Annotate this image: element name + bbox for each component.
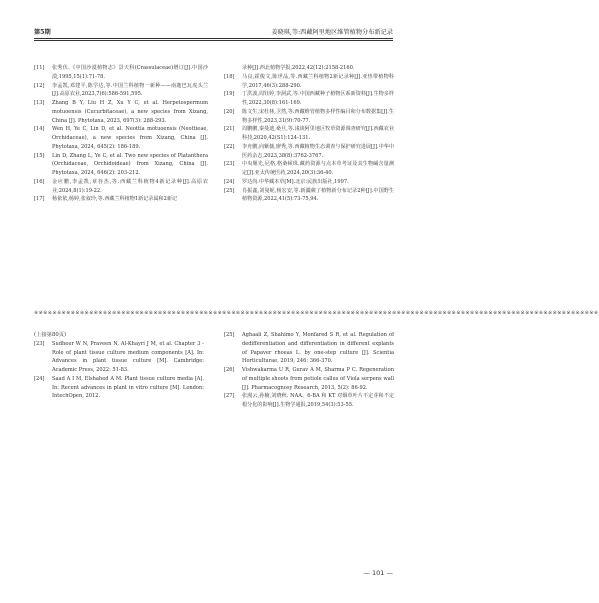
reference-text: Aghaali Z, Shahimo Y, Monfared S R, et al. Regulation of dedifferentiation and differentiation in different explants of Papaver rhoeas L. by one-step culture [J]. Scientia Horticulturae, 2019, 246: 366-370. (242, 332, 394, 365)
reference-text: 中央堰光,尼格,格桑顿珠.藏药资源与点本草考证及其生物碱含量测定[J].亚太传统医药,2024,20(3):36-40. (242, 161, 394, 176)
running-header (34, 24, 393, 36)
continued-from-note: (上接第80页) (34, 332, 67, 338)
reference-text: Wen H, Ye C, Lin D, et al. Neottia motuoensis (Neottieae, Orchidaceae), a new species from Xizang, China [J]. Phytotaxa, 2024, 645(2): 186-189. (52, 126, 208, 150)
reference-text: 杨依依,杨婷,张叙玲,等.西藏兰科植物1新记录属和2新记 (52, 196, 178, 203)
reference-number: [26] (224, 367, 235, 373)
reference-item (224, 160, 394, 178)
reference-number: [27] (224, 393, 235, 400)
reference-number: [25] (224, 187, 235, 194)
reference-continuation: 录种[J].西北植物学报,2022,42(12):2158-2160. (242, 65, 355, 71)
running-title: 姜晓琪,等:西藏阿里地区维管植物分布新记录 (271, 29, 393, 36)
reference-text: Zhang B Y, Liu H Z, Xu Y C, et al. Herpetospermum motuoensis (Cucurbitaceae), a new species from Xizang, China [J]. Phytotaxa, 2023, 697(3): 288-293. (52, 100, 208, 124)
reference-number: [15] (34, 152, 45, 159)
reference-item (224, 125, 394, 143)
reference-number: [24] (34, 375, 45, 382)
reference-text: 张漫云,孙楠,刘晓秋. NAA、6-BA 和 KT 对烟草叶片不定芽和不定根分化的影响[J].生物学通报,2019,54(3):53-55. (242, 393, 394, 408)
reference-number: [23] (34, 340, 45, 347)
header-rule-thin (34, 40, 393, 41)
references-bottom-right (224, 331, 394, 410)
reference-item (34, 152, 208, 178)
reference-item (34, 99, 208, 125)
references-top-left (34, 64, 208, 204)
reference-number: [17] (34, 196, 45, 203)
reference-text: Sudheer W N, Praveen N, Al-Khayri J M, et al. Chapter 3 - Role of plant tissue culture medium components [A]. In: Advances in plant tissue culture [M]. Cambridge: Academic Press, 2022: 51-83. (52, 340, 204, 373)
reference-item (224, 187, 394, 205)
reference-number: [18] (224, 73, 235, 80)
reference-item (224, 90, 394, 108)
reference-number: [22] (224, 143, 235, 150)
reference-item (34, 195, 208, 204)
reference-number: [24] (224, 178, 235, 185)
reference-text: 李舟鹏,向紫薇,廖秀,等.西藏植物生态调查与保护研究进展[J].中华中医药杂志,2023,38(8):3762-3767. (242, 143, 394, 159)
reference-item (34, 340, 204, 375)
reference-text: Saad A I M, Elshahed A M. Plant tissue culture media [A]. In: Recent advances in plant in vitro culture [M]. London: IntechOpen, 2012. (52, 375, 204, 400)
reference-item (224, 73, 394, 91)
reference-text: 肖振鑫,刘曼妮,杨宏安,等.新疆蕨了植物新分布记录2种[J].中国野生植物资源,2022,41(5):73-75,94. (242, 187, 394, 203)
reference-item (224, 143, 394, 161)
reference-item (34, 64, 208, 82)
reference-number: [11] (34, 65, 45, 71)
reference-text: 罗达尚.中华藏本草[M].北京:民族出版社,1997. (242, 178, 349, 185)
reference-text: 周鹏鹏,秦曼迪,桑旦,等.浅谈阿里地区牧草资源调查研究[J].西藏农业科技,2020,42(S1):124-131. (242, 126, 394, 141)
reference-item (34, 375, 204, 401)
reference-text: Vishwakarma U R, Gurav A M, Sharma P C. Regeneration of multiple shoots from petiole callus of Viola serpens wall [J]. Pharmacognosy Research, 2013, 5(2): 86-92. (242, 367, 394, 391)
reference-number: [12] (34, 82, 45, 89)
reference-number: [23] (224, 161, 235, 168)
reference-number: [13] (34, 100, 45, 106)
reference-item (224, 178, 394, 187)
references-top-right (224, 64, 394, 204)
reference-number: [14] (34, 126, 45, 133)
reference-text: 陈文生,宋杜林,卫然,等.西藏维管植物多样性编目和分布数据集[J].生物多样性,2023,31(9):70-77. (242, 108, 394, 124)
reference-item (34, 125, 208, 151)
issue-number: 第5期 (34, 29, 51, 36)
reference-item (34, 82, 208, 100)
reference-text: 马良,霍俊文,陈世品,等.西藏兰科植物2新记录种[J].亚热带植物科学,2017,46(3):288-290. (242, 73, 394, 89)
page-number: — 101 — (363, 569, 393, 577)
reference-text: 金应鹏,李孟凯,章谷杰,等.西藏兰科植物4新记录种[J].高原农业,2024,8(1):19-22. (52, 178, 208, 194)
header-rule-thick (34, 38, 393, 39)
reference-number: [19] (224, 91, 235, 98)
reference-text: 张秀伏.《中国沙漠植物志》景天科(Crassulaceae)增订[J].中国沙漠,1995,15(1):71-78. (52, 65, 208, 80)
reference-number: [20] (224, 108, 235, 115)
reference-number: [21] (224, 126, 235, 133)
reference-number: [16] (34, 178, 45, 185)
reference-number: [25] (224, 332, 235, 338)
references-bottom-left (34, 331, 204, 401)
reference-item (34, 178, 208, 196)
reference-item (224, 366, 394, 392)
reference-item (224, 392, 394, 410)
reference-item (224, 108, 394, 126)
article-divider: ※※※※※※※※※※※※※※※※※※※※※※※※※※※※※※※※※※※※※※※※※※※※※※※※※※※※※※※※※※※※※※※※※※※※※※※※※※※※※※※※※※※※※※※※※※※※※※※※※※※※※※※※※※※※※※※※※※※※※※※※※※※ (34, 310, 599, 316)
reference-item (224, 331, 394, 366)
reference-text: 李孟凯,邓建平,陈学达,等.中国兰科植物一新种——南迦巴瓦虎头兰[J].高原农业,2023,7(6):586-591,595. (52, 82, 208, 98)
reference-text: 丁洪波,周钰婷,李洞武,等.中国西藏种子植物区系新资料[J].生物多样性,2022,30(8):161-169. (242, 91, 394, 106)
reference-text: Lin D, Zhang L, Ye C, et al. Two new species of Platanthera (Orchidaceae, Orchidoideae) from Xizang, China [J]. Phytotaxa, 2024, 646(2): 203-212. (52, 152, 208, 176)
